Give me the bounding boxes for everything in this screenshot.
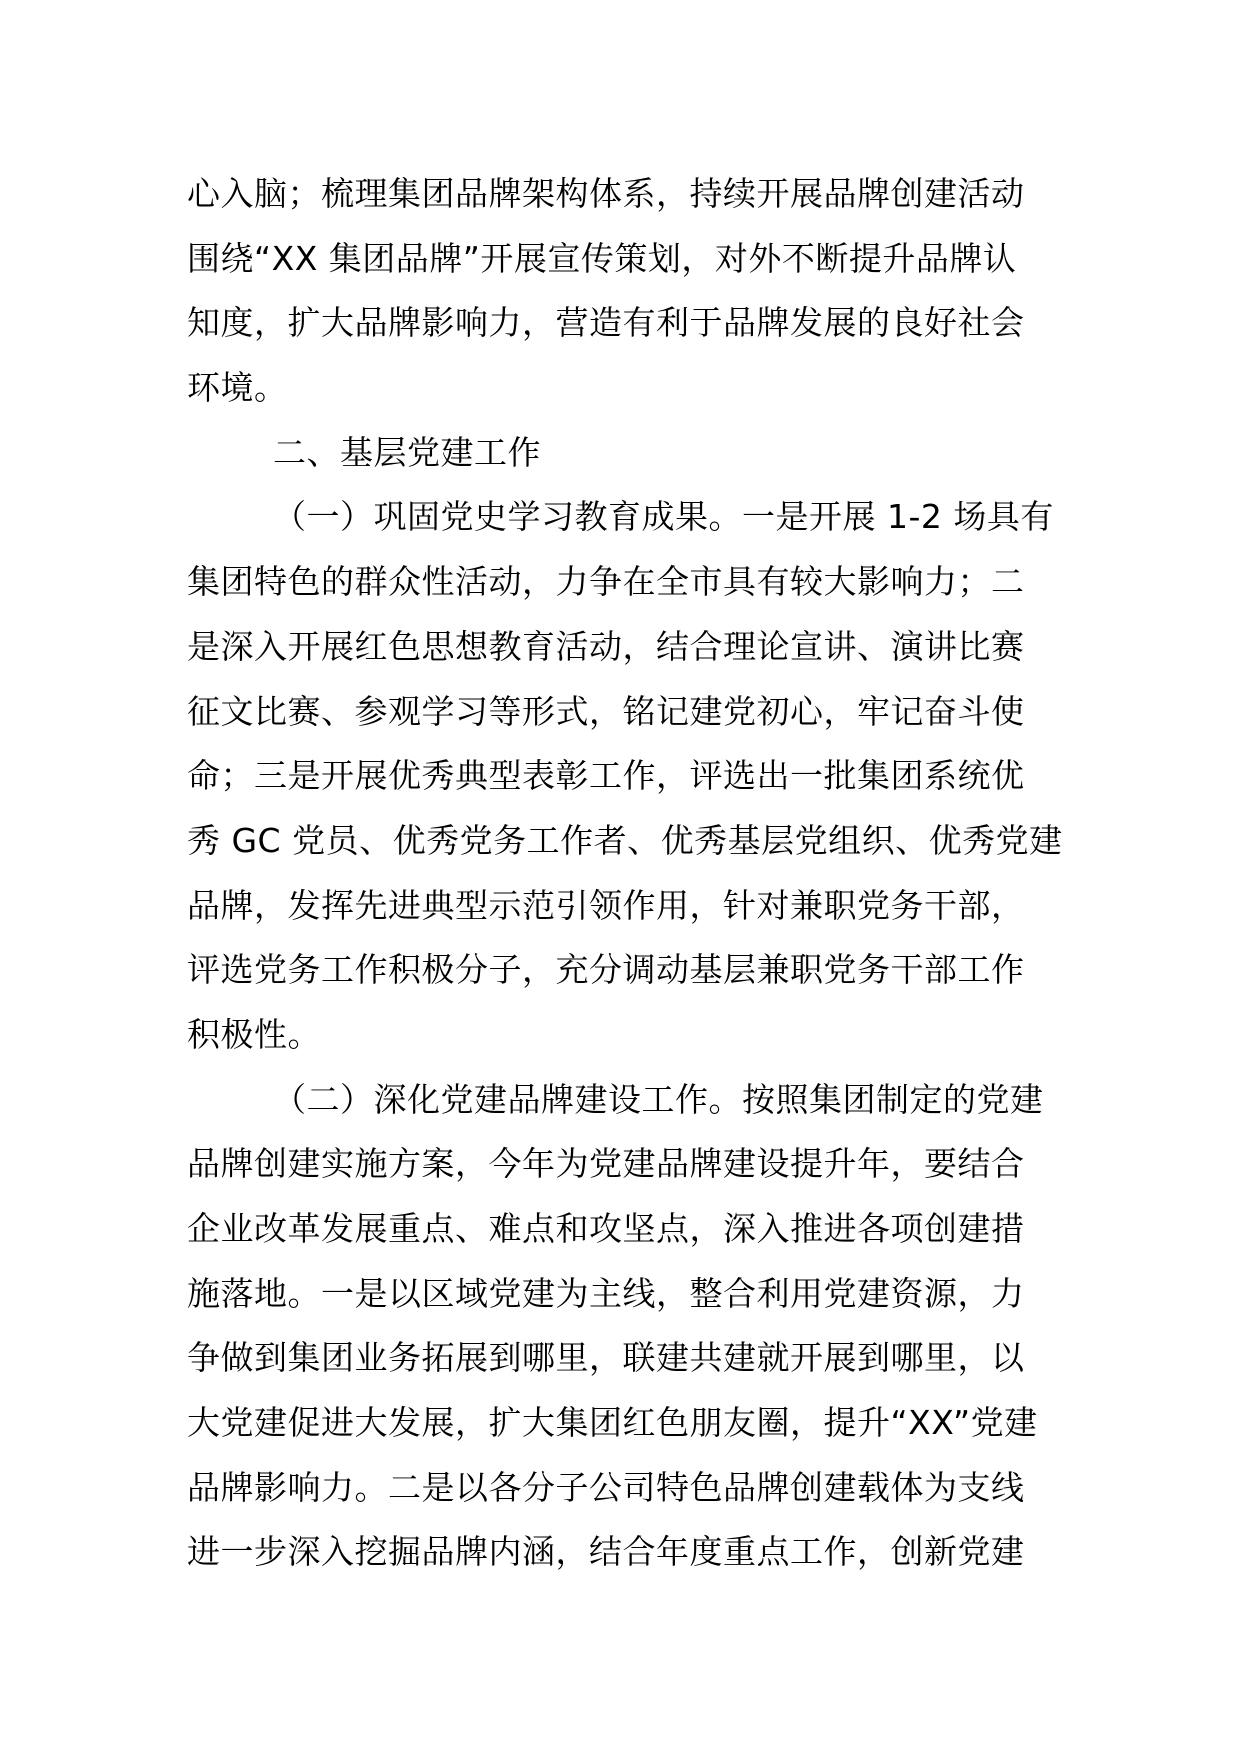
paragraph-line: 品牌创建实施方案，今年为党建品牌建设提升年，要结合 <box>187 1144 1025 1184</box>
paragraph-line: 征文比赛、参观学习等形式，铭记建党初心，牢记奋斗使 <box>187 691 1025 731</box>
paragraph-line: 是深入开展红色思想教育活动，结合理论宣讲、演讲比赛 <box>187 626 1025 666</box>
section-heading: 二、基层党建工作 <box>273 432 541 472</box>
paragraph-line: 环境。 <box>187 368 288 408</box>
paragraph-line: 大党建促进大发展，扩大集团红色朋友圈，提升“XX”党建 <box>187 1403 1038 1443</box>
paragraph-line: 品牌，发挥先进典型示范引领作用，针对兼职党务干部， <box>187 885 1025 925</box>
paragraph-line: 秀 GC 党员、优秀党务工作者、优秀基层党组织、优秀党建 <box>187 820 1063 860</box>
paragraph-line: 评选党务工作积极分子，充分调动基层兼职党务干部工作 <box>187 950 1025 990</box>
paragraph-line: 知度，扩大品牌影响力，营造有利于品牌发展的良好社会 <box>187 303 1025 343</box>
paragraph-line: 进一步深入挖掘品牌内涵，结合年度重点工作，创新党建 <box>187 1532 1025 1572</box>
paragraph-line: （一）巩固党史学习教育成果。一是开展 1-2 场具有 <box>273 497 1054 537</box>
paragraph-line: 争做到集团业务拓展到哪里，联建共建就开展到哪里，以 <box>187 1338 1025 1378</box>
document-body <box>187 162 1063 1585</box>
paragraph-line: 心入脑；梳理集团品牌架构体系，持续开展品牌创建活动 <box>187 174 1025 213</box>
paragraph-line: 企业改革发展重点、难点和攻坚点，深入推进各项创建措 <box>187 1209 1025 1248</box>
paragraph-line: 品牌影响力。二是以各分子公司特色品牌创建载体为支线 <box>187 1467 1025 1507</box>
paragraph-line: 积极性。 <box>187 1014 321 1054</box>
paragraph-line: 施落地。一是以区域党建为主线，整合利用党建资源，力 <box>187 1273 1025 1313</box>
paragraph-line: 围绕“XX 集团品牌”开展宣传策划，对外不断提升品牌认 <box>187 238 1017 278</box>
paragraph-line: 命；三是开展优秀典型表彰工作，评选出一批集团系统优 <box>187 756 1025 796</box>
paragraph-line: （二）深化党建品牌建设工作。按照集团制定的党建 <box>273 1079 1044 1119</box>
paragraph-line: 集团特色的群众性活动，力争在全市具有较大影响力；二 <box>187 562 1025 602</box>
